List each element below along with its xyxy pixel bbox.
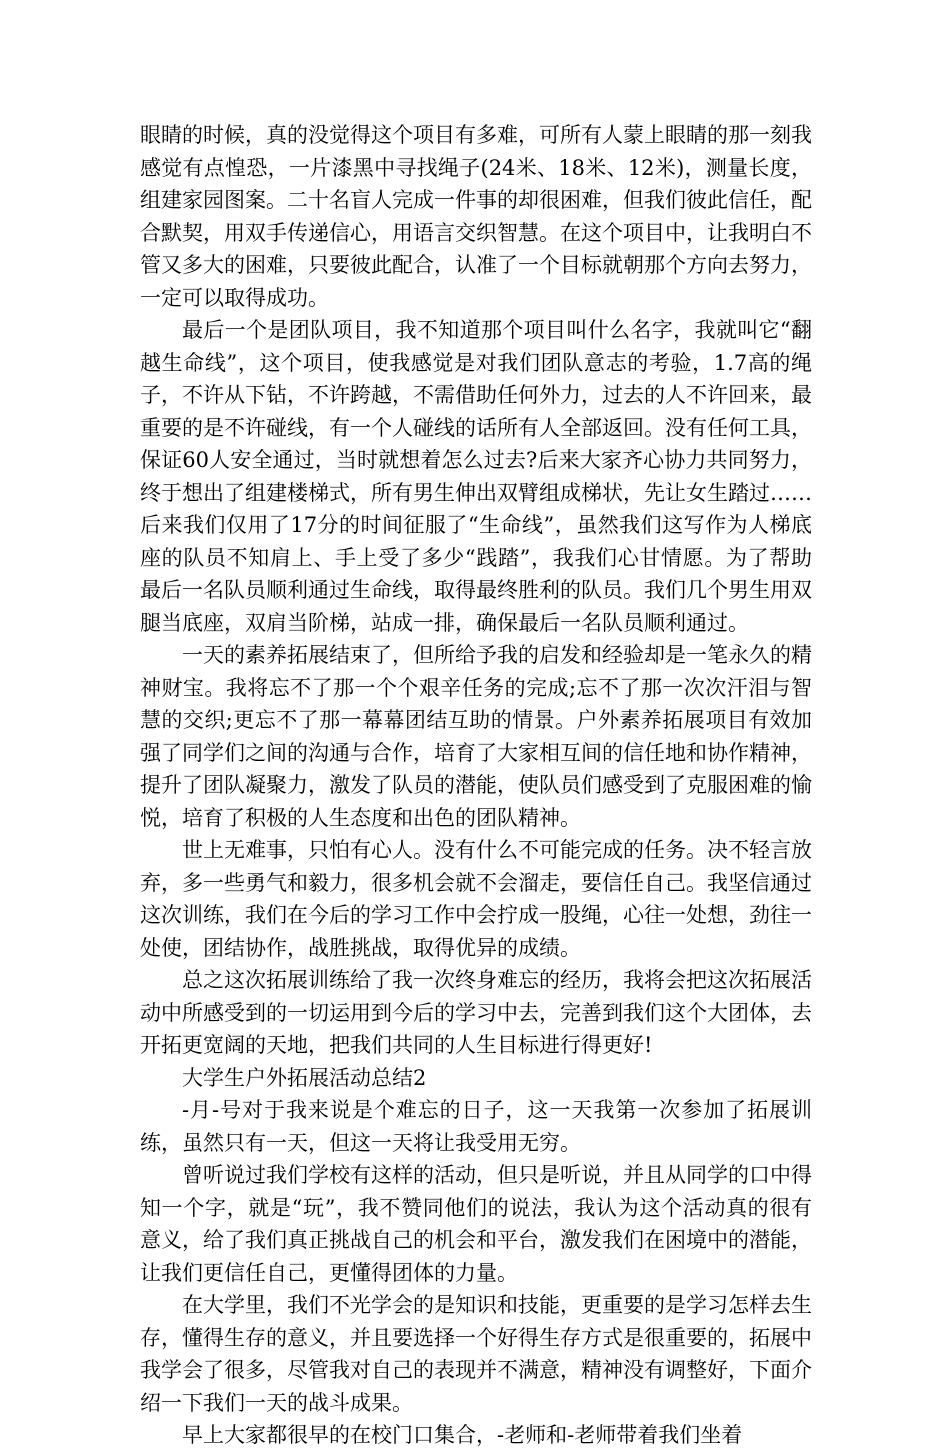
paragraph: 在大学里，我们不光学会的是知识和技能，更重要的是学习怎样去生存，懂得生存的意义，并且要选择一个好得生存方式是很重要的，拓展中我学会了很多，尽管我对自己的表现并不满意，精神没有调整好，下面介绍一下我们一天的战斗成果。 (140, 1293, 812, 1415)
paragraph: 眼睛的时候，真的没觉得这个项目有多难，可所有人蒙上眼睛的那一刻我感觉有点惶恐，一片漆黑中寻找绳子(24米、18米、12米)，测量长度，组建家园图案。二十名盲人完成一件事的却很困难，但我们彼此信任，配合默契，用双手传递信心，用语言交织智慧。在这个项目中，让我明白不管又多大的困难，只要彼此配合，认准了一个目标就朝那个方向去努力，一定可以取得成功。 (140, 123, 812, 310)
paragraph: 一天的素养拓展结束了，但所给予我的启发和经验却是一笔永久的精神财宝。我将忘不了那一个个艰辛任务的完成;忘不了那一次次汗泪与智慧的交织;更忘不了那一幕幕团结互助的情景。户外素养拓展项目有效加强了同学们之间的沟通与合作，培育了大家相互间的信任地和协作精神，提升了团队凝聚力，激发了队员的潜能，使队员们感受到了克服困难的愉悦，培育了积极的人生态度和出色的团队精神。 (140, 643, 812, 830)
paragraph: 世上无难事，只怕有心人。没有什么不可能完成的任务。决不轻言放弃，多一些勇气和毅力，很多机会就不会溜走，要信任自己。我坚信通过这次训练，我们在今后的学习工作中会拧成一股绳，心往一处想，劲往一处使，团结协作，战胜挑战，取得优异的成绩。 (140, 838, 812, 960)
paragraph: 早上大家都很早的在校门口集合，-老师和-老师带着我们坐着 (182, 1423, 743, 1447)
document-body (140, 119, 812, 1452)
paragraph: 曾听说过我们学校有这样的活动，但只是听说，并且从同学的口中得知一个字，就是“玩”，我不赞同他们的说法，我认为这个活动真的很有意义，给了我们真正挑战自己的机会和平台，激发我们在困境中的潜能，让我们更信任自己，更懂得团体的力量。 (140, 1163, 812, 1285)
paragraph: 最后一个是团队项目，我不知道那个项目叫什么名字，我就叫它“翻越生命线”，这个项目，使我感觉是对我们团队意志的考验，1.7高的绳子，不许从下钻，不许跨越，不需借助任何外力，过去的人不许回来，最重要的是不许碰线，有一个人碰线的话所有人全部返回。没有任何工具，保证60人安全通过，当时就想着怎么过去?后来大家齐心协力共同努力，终于想出了组建楼梯式，所有男生伸出双臂组成梯状，先让女生踏过……后来我们仅用了17分的时间征服了“生命线”，虽然我们这写作为人梯底座的队员不知肩上、手上受了多少“践踏”，我我们心甘情愿。为了帮助最后一名队员顺利通过生命线，取得最终胜利的队员。我们几个男生用双腿当底座，双肩当阶梯，站成一排，确保最后一名队员顺利通过。 (140, 318, 812, 635)
paragraph: 总之这次拓展训练给了我一次终身难忘的经历，我将会把这次拓展活动中所感受到的一切运用到今后的学习中去，完善到我们这个大团体，去开拓更宽阔的天地，把我们共同的人生目标进行得更好! (140, 968, 812, 1057)
paragraph: -月-号对于我来说是个难忘的日子，这一天我第一次参加了拓展训练，虽然只有一天，但这一天将让我受用无穷。 (140, 1098, 812, 1155)
section-heading: 大学生户外拓展活动总结2 (182, 1065, 427, 1090)
